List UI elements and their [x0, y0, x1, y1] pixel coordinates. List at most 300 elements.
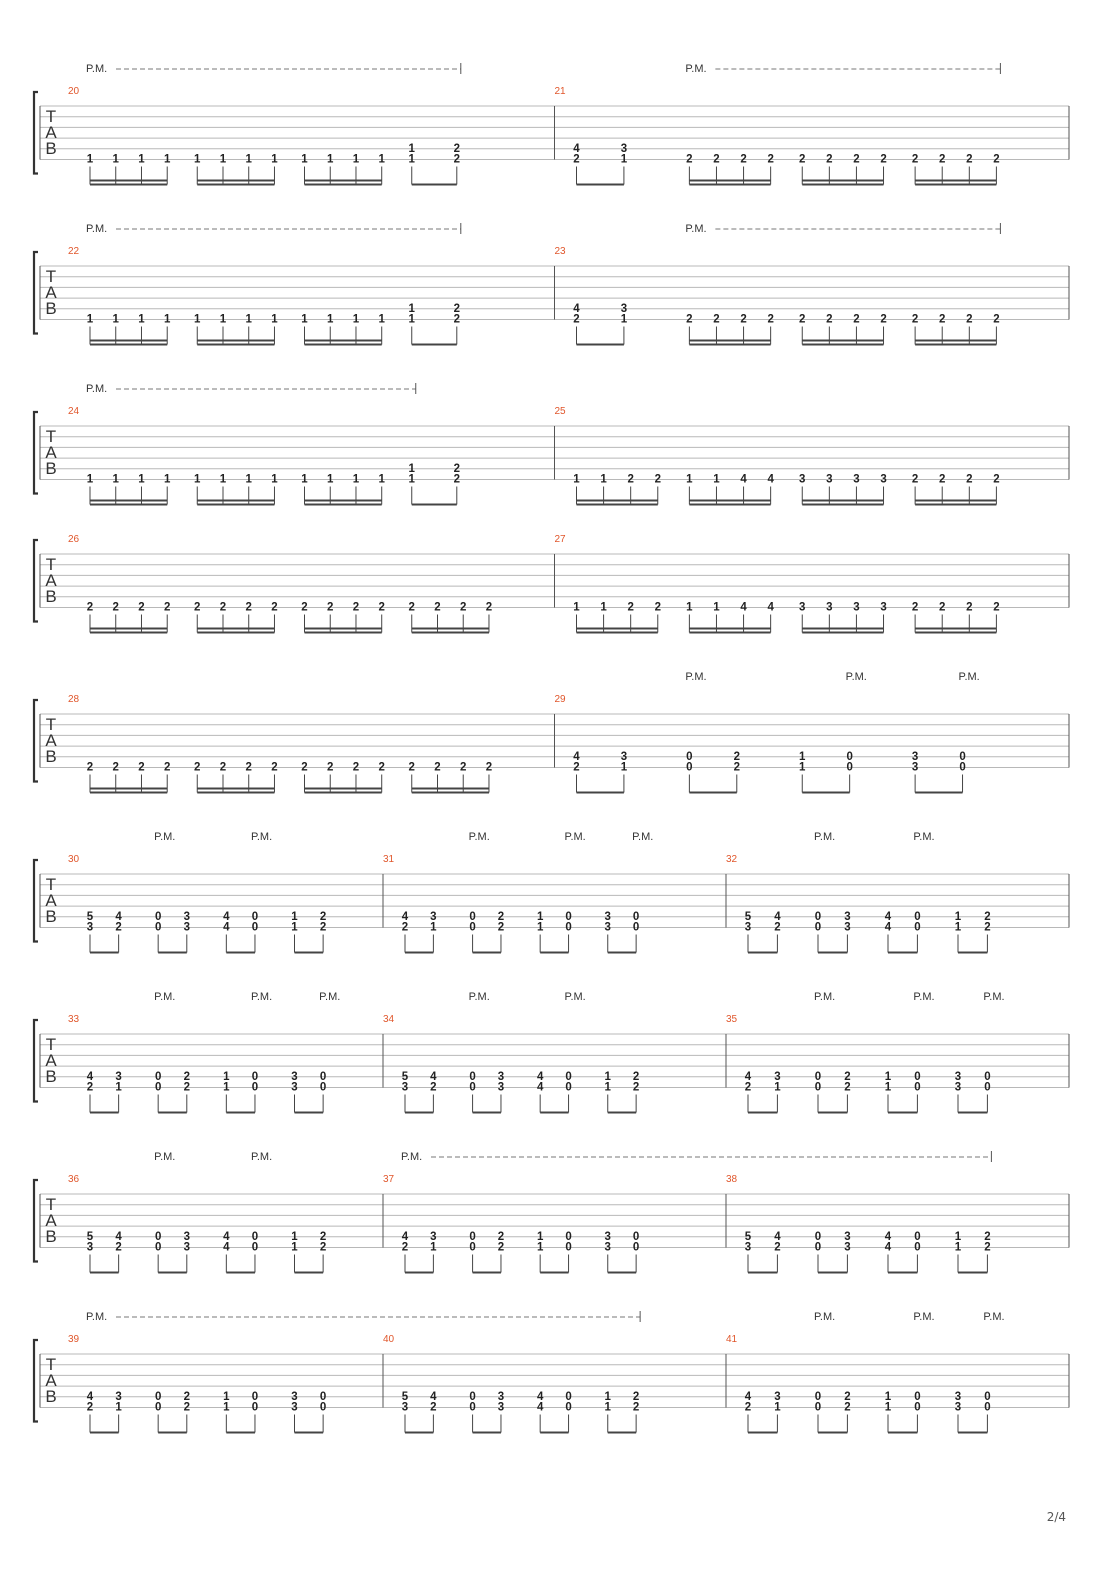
fret-number: 0 [814, 1390, 822, 1403]
fret-number: 2 [966, 601, 973, 614]
fret-number: 1 [219, 153, 227, 166]
fret-number: 1 [954, 910, 962, 923]
fret-number: 3 [880, 601, 887, 614]
fret-number: 3 [86, 921, 94, 934]
fret-number: 2 [880, 313, 887, 326]
tab-clef-letter: T [45, 427, 57, 446]
tab-clef-letter: T [45, 1355, 57, 1374]
fret-number: 1 [604, 1081, 611, 1094]
fret-number: 3 [604, 910, 611, 923]
fret-number: 2 [352, 761, 360, 774]
fret-number: 4 [774, 1230, 781, 1243]
palm-mute-label: P.M. [468, 991, 490, 1003]
fret-number: 0 [469, 1081, 476, 1094]
fret-number: 3 [115, 1390, 122, 1403]
fret-number: 1 [408, 142, 415, 155]
measure-number: 41 [726, 1334, 738, 1345]
fret-number: 2 [194, 761, 201, 774]
fret-number: 4 [767, 473, 774, 486]
fret-number: 3 [954, 1081, 962, 1094]
fret-number: 2 [327, 761, 334, 774]
fret-number: 0 [632, 1241, 640, 1254]
fret-number: 0 [565, 1070, 572, 1083]
fret-number: 1 [573, 601, 580, 614]
fret-number: 2 [434, 761, 441, 774]
palm-mute-label: P.M. [845, 671, 867, 683]
fret-number: 2 [573, 153, 580, 166]
fret-number: 2 [911, 153, 919, 166]
fret-number: 2 [627, 601, 634, 614]
fret-number: 2 [86, 1081, 94, 1094]
fret-number: 2 [401, 921, 409, 934]
fret-number: 2 [430, 1081, 437, 1094]
palm-mute-label: P.M. [564, 831, 586, 843]
fret-number: 1 [115, 1401, 122, 1414]
fret-number: 0 [914, 910, 921, 923]
fret-number: 1 [291, 1230, 298, 1243]
fret-number: 2 [453, 462, 460, 475]
fret-number: 5 [744, 910, 752, 923]
fret-number: 4 [774, 910, 781, 923]
fret-number: 2 [453, 313, 460, 326]
fret-number: 2 [767, 153, 774, 166]
fret-number: 1 [620, 761, 628, 774]
fret-number: 0 [914, 1081, 921, 1094]
fret-number: 0 [154, 921, 162, 934]
fret-number: 4 [884, 1241, 892, 1254]
fret-number: 0 [959, 750, 966, 763]
fret-number: 0 [154, 1241, 162, 1254]
fret-number: 2 [453, 302, 460, 315]
tab-clef-letter: B [45, 747, 57, 766]
fret-number: 2 [993, 473, 1000, 486]
fret-number: 4 [115, 1230, 122, 1243]
fret-number: 3 [853, 601, 860, 614]
fret-number: 2 [271, 601, 278, 614]
fret-number: 3 [86, 1241, 94, 1254]
fret-number: 3 [911, 750, 919, 763]
fret-number: 1 [271, 473, 278, 486]
measure-number: 21 [554, 86, 566, 97]
measure-number: 29 [554, 694, 566, 705]
fret-number: 3 [183, 910, 190, 923]
fret-number: 1 [408, 462, 415, 475]
fret-number: 0 [814, 1401, 822, 1414]
fret-number: 1 [112, 313, 119, 326]
palm-mute-label: P.M. [685, 223, 707, 235]
fret-number: 0 [319, 1401, 327, 1414]
fret-number: 1 [774, 1081, 781, 1094]
palm-mute-label: P.M. [814, 991, 836, 1003]
fret-number: 0 [814, 1070, 822, 1083]
fret-number: 4 [744, 1070, 752, 1083]
fret-number: 0 [565, 1230, 572, 1243]
fret-number: 1 [245, 473, 252, 486]
fret-number: 0 [319, 1390, 327, 1403]
palm-mute-label: P.M. [632, 831, 654, 843]
fret-number: 1 [327, 153, 334, 166]
fret-number: 4 [573, 302, 580, 315]
palm-mute-label: P.M. [814, 1311, 836, 1323]
fret-number: 0 [154, 1070, 162, 1083]
fret-number: 3 [880, 473, 887, 486]
fret-number: 5 [401, 1070, 409, 1083]
fret-number: 1 [604, 1390, 611, 1403]
fret-number: 0 [154, 1081, 162, 1094]
fret-number: 4 [884, 910, 892, 923]
fret-number: 1 [713, 601, 720, 614]
palm-mute-label: P.M. [250, 1151, 273, 1163]
fret-number: 1 [301, 153, 308, 166]
fret-number: 1 [164, 153, 171, 166]
tab-clef-letter: B [45, 1067, 57, 1086]
fret-number: 0 [469, 921, 476, 934]
fret-number: 2 [740, 153, 747, 166]
fret-number: 1 [884, 1390, 892, 1403]
system-bracket [34, 1340, 38, 1422]
fret-number: 4 [223, 921, 230, 934]
measure-number: 35 [726, 1014, 738, 1025]
fret-number: 2 [844, 1081, 851, 1094]
fret-number: 1 [271, 313, 278, 326]
fret-number: 0 [814, 921, 822, 934]
fret-number: 0 [565, 910, 572, 923]
fret-number: 2 [844, 1390, 851, 1403]
fret-number: 0 [565, 1081, 572, 1094]
fret-number: 1 [536, 921, 544, 934]
fret-number: 1 [164, 313, 171, 326]
measure-number: 28 [68, 694, 80, 705]
fret-number: 2 [485, 761, 493, 774]
fret-number: 4 [223, 910, 230, 923]
fret-number: 1 [378, 313, 385, 326]
fret-number: 2 [799, 313, 806, 326]
fret-number: 1 [600, 601, 607, 614]
fret-number: 2 [319, 1241, 327, 1254]
fret-number: 3 [115, 1070, 122, 1083]
fret-number: 3 [401, 1401, 409, 1414]
fret-number: 3 [853, 473, 860, 486]
fret-number: 3 [183, 921, 190, 934]
fret-number: 2 [733, 761, 740, 774]
fret-number: 2 [713, 153, 720, 166]
fret-number: 2 [853, 313, 860, 326]
fret-number: 2 [713, 313, 720, 326]
fret-number: 0 [846, 750, 853, 763]
tab-clef-letter: B [45, 587, 57, 606]
fret-number: 0 [914, 921, 921, 934]
fret-number: 4 [401, 910, 409, 923]
fret-number: 1 [138, 473, 145, 486]
fret-number: 0 [632, 1230, 640, 1243]
fret-number: 0 [565, 1390, 572, 1403]
fret-number: 0 [251, 1081, 259, 1094]
tab-clef-letter: A [45, 283, 57, 302]
fret-number: 0 [914, 1241, 921, 1254]
fret-number: 2 [497, 1230, 505, 1243]
fret-number: 2 [194, 601, 201, 614]
tab-clef-letter: B [45, 1227, 57, 1246]
fret-number: 4 [223, 1241, 230, 1254]
fret-number: 5 [86, 1230, 94, 1243]
fret-number: 2 [219, 761, 227, 774]
palm-mute-label: P.M. [86, 223, 108, 235]
fret-number: 3 [799, 601, 806, 614]
fret-number: 2 [880, 153, 887, 166]
measure-number: 22 [68, 246, 80, 257]
fret-number: 2 [984, 910, 991, 923]
fret-number: 3 [497, 1081, 505, 1094]
fret-number: 4 [86, 1070, 94, 1083]
fret-number: 1 [327, 313, 334, 326]
fret-number: 2 [319, 921, 327, 934]
fret-number: 0 [251, 1390, 259, 1403]
fret-number: 1 [86, 473, 94, 486]
fret-number: 0 [251, 910, 259, 923]
tab-clef-letter: A [45, 1051, 57, 1070]
fret-number: 0 [984, 1401, 991, 1414]
palm-mute-label: P.M. [401, 1151, 423, 1163]
palm-mute-label: P.M. [468, 831, 490, 843]
fret-number: 0 [469, 1230, 476, 1243]
fret-number: 1 [271, 153, 278, 166]
fret-number: 1 [194, 153, 201, 166]
palm-mute-label: P.M. [685, 63, 707, 75]
fret-number: 1 [86, 313, 94, 326]
fret-number: 1 [378, 473, 385, 486]
fret-number: 1 [604, 1070, 611, 1083]
fret-number: 2 [632, 1070, 640, 1083]
fret-number: 0 [251, 1401, 259, 1414]
fret-number: 2 [183, 1081, 190, 1094]
fret-number: 0 [814, 1081, 822, 1094]
fret-number: 1 [600, 473, 607, 486]
fret-number: 2 [993, 601, 1000, 614]
fret-number: 4 [767, 601, 774, 614]
fret-number: 2 [911, 313, 919, 326]
system-bracket [34, 1180, 38, 1262]
fret-number: 2 [966, 153, 973, 166]
measure-number: 34 [383, 1014, 395, 1025]
measure-number: 32 [726, 854, 738, 865]
measure-number: 38 [726, 1174, 738, 1185]
fret-number: 2 [984, 921, 991, 934]
fret-number: 1 [884, 1070, 892, 1083]
fret-number: 1 [954, 1241, 962, 1254]
fret-number: 2 [319, 910, 327, 923]
measure-number: 25 [554, 406, 566, 417]
fret-number: 2 [844, 1070, 851, 1083]
fret-number: 2 [966, 473, 973, 486]
fret-number: 2 [984, 1230, 991, 1243]
fret-number: 4 [430, 1390, 437, 1403]
tab-clef-letter: B [45, 139, 57, 158]
fret-number: 4 [536, 1081, 544, 1094]
fret-number: 0 [469, 1401, 476, 1414]
fret-number: 0 [565, 1241, 572, 1254]
fret-number: 2 [686, 313, 693, 326]
fret-number: 2 [86, 761, 94, 774]
fret-number: 1 [223, 1390, 230, 1403]
fret-number: 1 [291, 921, 298, 934]
fret-number: 0 [984, 1070, 991, 1083]
fret-number: 2 [654, 601, 661, 614]
fret-number: 0 [469, 1241, 476, 1254]
fret-number: 2 [799, 153, 806, 166]
fret-number: 2 [453, 153, 460, 166]
fret-number: 2 [86, 601, 94, 614]
fret-number: 1 [604, 1401, 611, 1414]
fret-number: 4 [573, 750, 580, 763]
palm-mute-label: P.M. [250, 991, 273, 1003]
fret-number: 3 [620, 302, 628, 315]
fret-number: 0 [814, 1241, 822, 1254]
fret-number: 1 [536, 1230, 544, 1243]
fret-number: 2 [460, 601, 467, 614]
fret-number: 3 [497, 1401, 505, 1414]
fret-number: 2 [485, 601, 493, 614]
fret-number: 2 [853, 153, 860, 166]
tab-clef-letter: B [45, 299, 57, 318]
fret-number: 2 [939, 313, 946, 326]
fret-number: 2 [993, 153, 1000, 166]
fret-number: 3 [911, 761, 919, 774]
fret-number: 1 [301, 473, 308, 486]
fret-number: 2 [378, 601, 385, 614]
fret-number: 0 [914, 1390, 921, 1403]
tab-clef-letter: B [45, 907, 57, 926]
fret-number: 3 [774, 1070, 781, 1083]
fret-number: 2 [453, 142, 460, 155]
fret-number: 2 [183, 1070, 190, 1083]
fret-number: 2 [911, 473, 919, 486]
fret-number: 2 [654, 473, 661, 486]
fret-number: 1 [378, 153, 385, 166]
fret-number: 1 [954, 1230, 962, 1243]
fret-number: 2 [627, 473, 634, 486]
fret-number: 2 [733, 750, 740, 763]
fret-number: 4 [536, 1390, 544, 1403]
fret-number: 3 [744, 921, 752, 934]
tab-clef-letter: A [45, 443, 57, 462]
fret-number: 3 [604, 1241, 611, 1254]
fret-number: 3 [954, 1390, 962, 1403]
measure-number: 39 [68, 1334, 80, 1345]
fret-number: 2 [271, 761, 278, 774]
palm-mute-label: P.M. [86, 63, 108, 75]
palm-mute-label: P.M. [958, 671, 980, 683]
fret-number: 2 [497, 910, 505, 923]
tab-clef-letter: B [45, 1387, 57, 1406]
fret-number: 1 [408, 473, 415, 486]
fret-number: 1 [799, 750, 806, 763]
tab-clef-letter: T [45, 875, 57, 894]
palm-mute-label: P.M. [319, 991, 341, 1003]
fret-number: 0 [632, 921, 640, 934]
fret-number: 5 [401, 1390, 409, 1403]
fret-number: 1 [686, 473, 693, 486]
tab-clef-letter: T [45, 555, 57, 574]
fret-number: 3 [826, 601, 833, 614]
fret-number: 3 [430, 1230, 437, 1243]
fret-number: 0 [251, 1241, 259, 1254]
system-bracket [34, 700, 38, 782]
fret-number: 1 [138, 313, 145, 326]
fret-number: 2 [939, 601, 946, 614]
fret-number: 2 [844, 1401, 851, 1414]
fret-number: 0 [686, 750, 693, 763]
fret-number: 0 [686, 761, 693, 774]
fret-number: 2 [401, 1241, 409, 1254]
fret-number: 2 [826, 313, 833, 326]
fret-number: 2 [460, 761, 467, 774]
fret-number: 3 [604, 1230, 611, 1243]
fret-number: 0 [565, 1401, 572, 1414]
fret-number: 2 [573, 313, 580, 326]
fret-number: 5 [86, 910, 94, 923]
page-number: 2/4 [1046, 1510, 1066, 1524]
fret-number: 2 [744, 1081, 752, 1094]
palm-mute-label: P.M. [814, 831, 836, 843]
fret-number: 1 [799, 761, 806, 774]
fret-number: 1 [408, 302, 415, 315]
fret-number: 3 [844, 1230, 851, 1243]
fret-number: 1 [245, 313, 252, 326]
fret-number: 2 [138, 761, 145, 774]
fret-number: 3 [844, 1241, 851, 1254]
fret-number: 2 [112, 761, 119, 774]
fret-number: 2 [966, 313, 973, 326]
fret-number: 2 [939, 153, 946, 166]
palm-mute-label: P.M. [685, 671, 707, 683]
fret-number: 1 [352, 313, 360, 326]
fret-number: 2 [573, 761, 580, 774]
measure-number: 33 [68, 1014, 80, 1025]
fret-number: 1 [430, 1241, 437, 1254]
fret-number: 2 [408, 761, 415, 774]
fret-number: 0 [984, 1390, 991, 1403]
fret-number: 3 [291, 1070, 298, 1083]
fret-number: 0 [154, 1230, 162, 1243]
fret-number: 1 [430, 921, 437, 934]
measure-number: 36 [68, 1174, 80, 1185]
fret-number: 1 [194, 473, 201, 486]
measure-number: 24 [68, 406, 80, 417]
fret-number: 2 [632, 1401, 640, 1414]
fret-number: 4 [115, 910, 122, 923]
fret-number: 4 [430, 1070, 437, 1083]
fret-number: 0 [846, 761, 853, 774]
tab-clef-letter: T [45, 267, 57, 286]
measure-number: 23 [554, 246, 566, 257]
palm-mute-label: P.M. [86, 383, 108, 395]
fret-number: 2 [86, 1401, 94, 1414]
measure-number: 27 [554, 534, 566, 545]
measure-number: 26 [68, 534, 80, 545]
fret-number: 2 [984, 1241, 991, 1254]
measure-number: 20 [68, 86, 80, 97]
fret-number: 1 [138, 153, 145, 166]
fret-number: 2 [408, 601, 415, 614]
fret-number: 3 [291, 1081, 298, 1094]
measure-number: 40 [383, 1334, 395, 1345]
fret-number: 4 [223, 1230, 230, 1243]
fret-number: 0 [319, 1070, 327, 1083]
fret-number: 1 [352, 473, 360, 486]
fret-number: 0 [469, 1390, 476, 1403]
tab-clef-letter: T [45, 715, 57, 734]
fret-number: 0 [814, 1230, 822, 1243]
